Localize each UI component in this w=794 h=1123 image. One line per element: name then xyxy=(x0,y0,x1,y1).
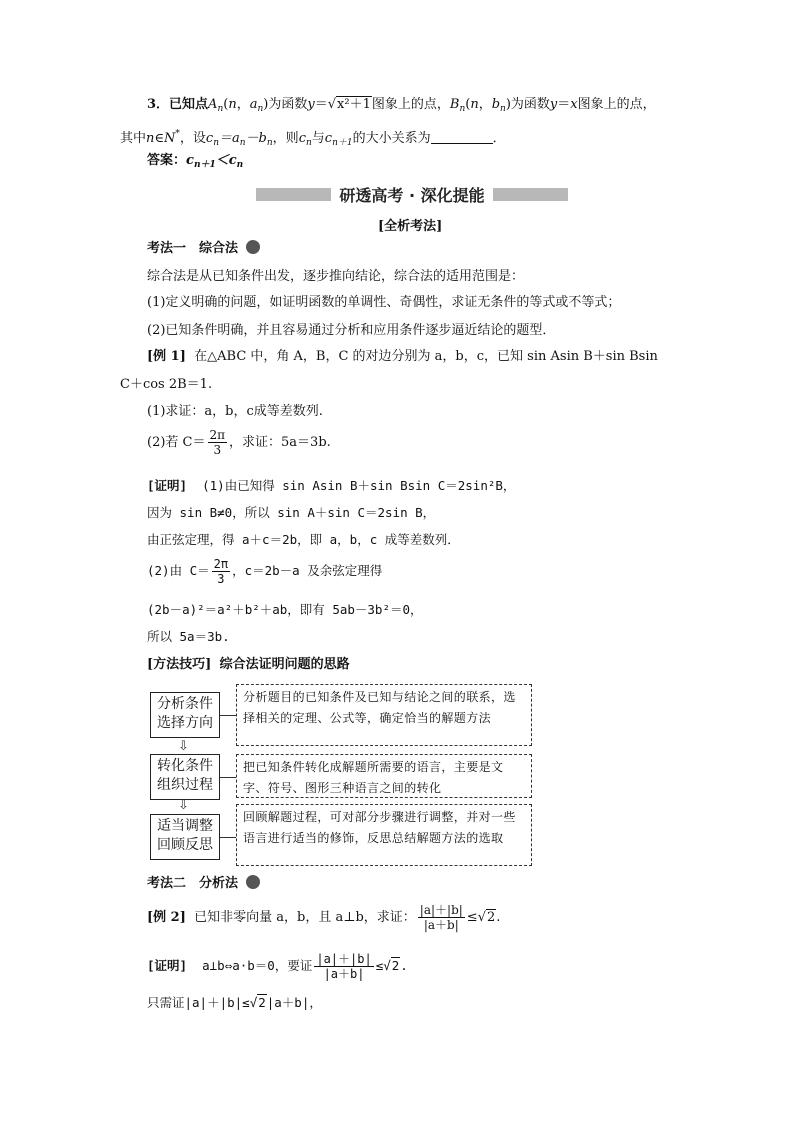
flow-step-3-box: 适当调整 回顾反思 xyxy=(150,814,220,860)
answer-blank xyxy=(431,131,493,144)
method-tips-heading: [方法技巧] 综合法证明问题的思路 xyxy=(147,657,350,672)
proof-1-line-5: (2b－a)²＝a²＋b²＋ab，即有 5ab－3b²＝0， xyxy=(147,602,423,617)
fraction-norm-ratio: $\frac{|a|+|b|}{|a+b|}$ xyxy=(316,952,372,981)
proof-1-line-4: (2)由 C＝ $\frac{2\pi}{3}$ ，c＝2b－a 及余弦定理得 xyxy=(147,557,383,586)
arrow-down-icon: ⇩ xyxy=(178,798,189,813)
banner-right-bar xyxy=(493,188,568,201)
flow-step-2-connector xyxy=(220,777,236,778)
sqrt-2: √2 xyxy=(383,958,400,973)
example-1-question-2: (2)若 C＝ $\frac{2\pi}{3}$ ，求证：5a＝3b. xyxy=(147,428,331,457)
answer-line: 答案：$c_{n+1}<c_n$ xyxy=(147,153,244,170)
method-1-intro: 综合法是从已知条件出发，逐步推向结论，综合法的适用范围是： xyxy=(147,269,525,284)
banner-subtitle: [全析考法] xyxy=(378,219,443,234)
proof-1-line-2: 因为 sin B≠0，所以 sin A＋sin C＝2sin B， xyxy=(147,505,436,520)
example-1-line-1: [例 1] 在△ABC 中，角 A，B，C 的对边分别为 a，b，c，已知 sin Asin B＋sin Bsin xyxy=(147,349,658,364)
sqrt-expression: √x²＋1 xyxy=(327,97,371,112)
proof-1-line-6: 所以 5a＝3b. xyxy=(147,629,230,644)
example-1-question-1: (1)求证：a，b，c成等差数列. xyxy=(147,404,323,419)
flow-step-1-desc: 分析题目的已知条件及已知与结论之间的联系，选择相关的定理、公式等，确定恰当的解题方法 xyxy=(236,684,532,746)
proof-2-line-2: 只需证|a|＋|b|≤√2|a＋b|， xyxy=(147,993,322,1013)
sqrt-2: √2 xyxy=(249,995,266,1010)
circle-bullet-icon xyxy=(246,240,260,254)
fraction-2pi-over-3: $\frac{2\pi}{3}$ xyxy=(209,428,226,457)
method-1-point-1: (1)定义明确的问题，如证明函数的单调性、奇偶性，求证无条件的等式或不等式； xyxy=(147,295,621,310)
question-3-line-2: 其中n∈N*，设$c_n=a_n-b_n$，则$c_n$与$c_{n+1}$的大小关系为 ． xyxy=(120,129,506,148)
section-banner xyxy=(256,183,568,205)
method-2-title: 考法二 分析法 xyxy=(147,874,260,894)
method-1-title: 考法一 综合法 xyxy=(147,239,260,259)
example-2: [例 2] 已知非零向量 a，b，且 a⊥b，求证： $\frac{|a|+|b|}{|a+b|}$ ≤√2. xyxy=(147,903,501,932)
sqrt-2: √2 xyxy=(477,910,496,925)
proof-1-line-3: 由正弦定理，得 a＋c＝2b，即 a，b，c 成等差数列． xyxy=(147,532,460,547)
flow-step-2-box: 转化条件 组织过程 xyxy=(150,754,220,800)
flow-step-3-desc: 回顾解题过程，可对部分步骤进行调整，并对一些语言进行适当的修饰，反思总结解题方法的选取 xyxy=(236,804,532,866)
arrow-down-icon: ⇩ xyxy=(178,739,189,754)
proof-1-line-1: [证明] (1)由已知得 sin Asin B＋sin Bsin C＝2sin²B， xyxy=(147,478,516,493)
flow-step-1-connector xyxy=(220,715,236,716)
fraction-norm-ratio: $\frac{|a|+|b|}{|a+b|}$ xyxy=(419,903,463,932)
flow-step-2-desc: 把已知条件转化成解题所需要的语言，主要是文字、符号、图形三种语言之间的转化 xyxy=(236,754,532,798)
circle-bullet-icon xyxy=(246,875,260,889)
question-3-line-1: 3．已知点$A_n(n$，$a_n$)为函数y＝√x²＋1图象上的点，$B_n(n$，$b_n$)为函数y＝x图象上的点， xyxy=(147,97,656,114)
fraction-2pi-over-3: $\frac{2\pi}{3}$ xyxy=(213,557,229,586)
example-1-line-2: C＋cos 2B＝1. xyxy=(120,377,213,392)
proof-2-line-1: [证明] a⊥b⇔a·b＝0，要证 $\frac{|a|+|b|}{|a+b|}$ ≤√2. xyxy=(147,952,408,981)
method-1-point-2: (2)已知条件明确，并且容易通过分析和应用条件逐步逼近结论的题型． xyxy=(147,323,556,338)
banner-left-bar xyxy=(256,188,331,201)
flow-step-1-box: 分析条件 选择方向 xyxy=(150,692,220,738)
flow-step-3-connector xyxy=(220,837,236,838)
banner-title: 研透高考 · 深化提能 xyxy=(339,185,485,205)
